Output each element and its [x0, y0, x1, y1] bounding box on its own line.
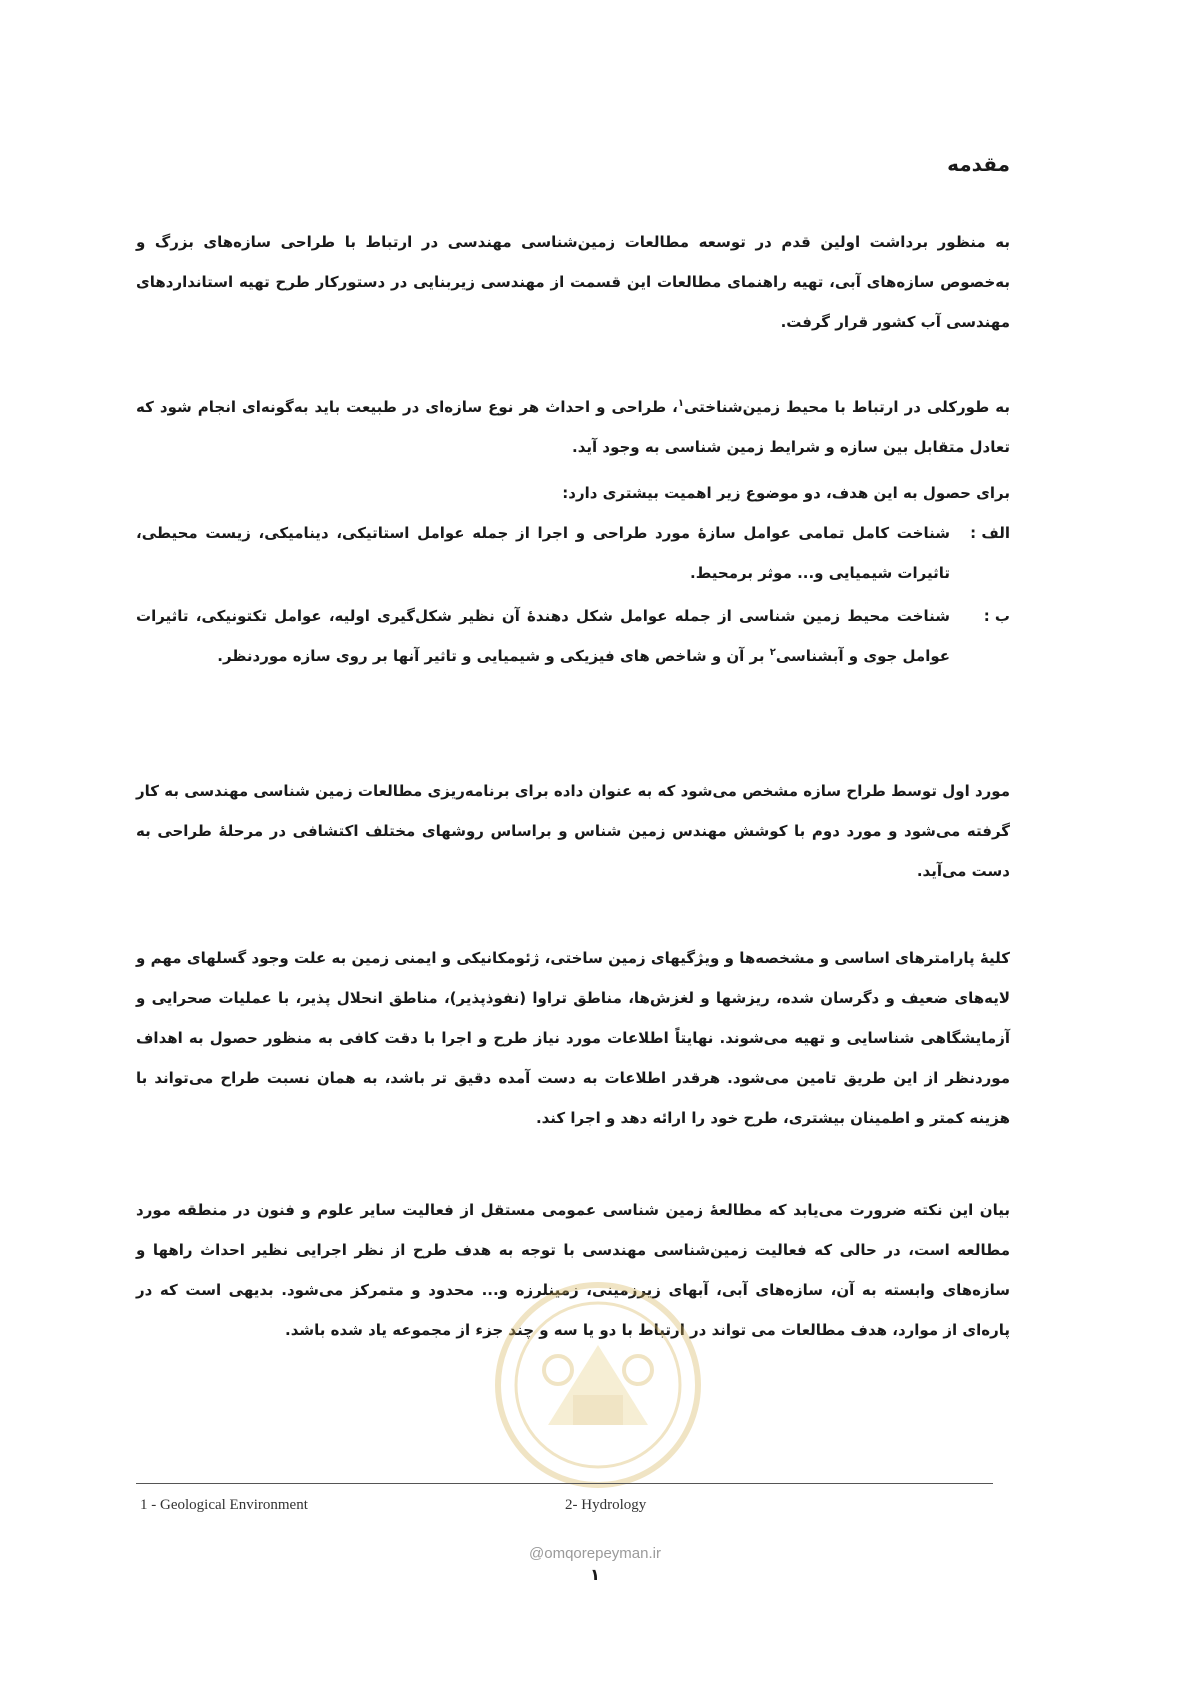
paragraph-first-case [136, 771, 1010, 891]
page-number: ۱ [590, 1565, 600, 1584]
footnote-2: 2- Hydrology [565, 1497, 647, 1513]
paragraph-text-part: به طورکلی در ارتباط با محیط زمین‌شناختی [683, 398, 1010, 416]
paragraph-text: برای حصول به این هدف، دو موضوع زیر اهمیت بیشتری دارد: [562, 484, 1010, 502]
list-item-text-part: شناخت محیط زمین شناسی از جمله عوامل شکل دهندۀ آن نظیر شکل‌گیری اولیه، عوامل تکتونیکی، تاثیرات عوامل جوی و آبشناسی [136, 607, 950, 665]
paragraph-goal [136, 473, 1010, 513]
paragraph-text [136, 387, 1010, 467]
paragraph-text: مورد اول توسط طراح سازه مشخص می‌شود که به عنوان داده برای برنامه‌ریزی مطالعات زمین شناسی مهندسی به کار گرفته می‌شود و مورد دوم با کوشش مهندس زمین شناس و براساس روشهای مختلف اکتشافی در مرحلۀ طراحی به دست می‌آید. [136, 782, 1010, 880]
footnote-ref-1: ۱ [677, 398, 684, 409]
list-item-label: الف : [970, 524, 1010, 542]
list-item-label: ب : [983, 607, 1010, 625]
paragraph-text: به منظور برداشت اولین قدم در توسعه مطالعات زمین‌شناسی مهندسی در ارتباط با طراحی سازه‌های بزرگ و به‌خصوص سازه‌های آبی، تهیه راهنمای مطالعات این قسمت از مهندسی زیربنایی در دستورکار طرح تهیه استانداردهای مهندسی آب کشور قرار گرفت. [136, 233, 1010, 331]
paragraph-intro [136, 222, 1010, 342]
footnote-1: 1 - Geological Environment [140, 1497, 308, 1513]
footnote-ref-2: ۲ [769, 647, 776, 658]
paragraph-text-part: ، طراحی و احداث هر نوع سازه‌ای در طبیعت باید به‌گونه‌ای انجام شود که تعادل متقابل بین سازه و شرایط زمین شناسی به وجود آید. [136, 398, 1010, 456]
paragraph-text: بیان این نکته ضرورت می‌یابد که مطالعۀ زمین شناسی عمومی مستقل از فعالیت سایر علوم و فنون در منطقه مورد مطالعه است، در حالی که فعالیت زمین‌شناسی مهندسی با توجه به هدف طرح از نظر اجرایی نظیر احداث راهها و سازه‌های وابسته به آن، سازه‌های آبی، آبهای زیرزمینی، زمینلرزه و... محدود و متمرکز می‌شود. بدیهی است که در پاره‌ای از موارد، هدف مطالعات می تواند در ارتباط با دو یا سه و چند جزء از مجموعه یاد شده باشد. [136, 1201, 1010, 1339]
list-item-text-part: بر آن و شاخص های فیزیکی و شیمیایی و تاثیر آنها بر روی سازه موردنظر. [217, 647, 765, 665]
watermark-text: @omqorepeyman.ir [529, 1545, 661, 1562]
paragraph-text: کلیۀ پارامترهای اساسی و مشخصه‌ها و ویژگیهای زمین ساختی، ژئومکانیکی و ایمنی زمین به علت وجود گسلهای مهم و لایه‌های ضعیف و دگرسان شده، ریزشها و لغزش‌ها، مناطق تراوا (نفوذپذیر)، مناطق انحلال پذیر، با عملیات صحرایی و آزمایشگاهی شناسایی و تهیه می‌شوند. نهایتاً اطلاعات مورد نیاز طرح و اجرا با دقت کافی به منظور حصول به اهداف موردنظر از این طریق تامین می‌شود. هرقدر اطلاعات به دست آمده دقیق تر باشد، به همان نسبت طراح می‌تواند با هزینه کمتر و اطمینان بیشتری، طرح خود را ارائه دهد و اجرا کند. [136, 949, 1010, 1127]
list-item-text [136, 596, 950, 676]
paragraph-general [136, 387, 1010, 467]
list-item-be [136, 596, 1010, 676]
footnote-divider [136, 1483, 993, 1484]
section-heading: مقدمه [947, 152, 1010, 176]
list-item-alef [136, 513, 1010, 593]
list-item-text: شناخت کامل تمامی عوامل سازۀ مورد طراحی و اجرا از جمله عوامل استاتیکی، دینامیکی، زیست محیطی، تاثیرات شیمیایی و... موثر برمحیط. [136, 524, 950, 582]
paragraph-parameters [136, 938, 1010, 1138]
watermark-seal-icon [488, 1275, 708, 1495]
